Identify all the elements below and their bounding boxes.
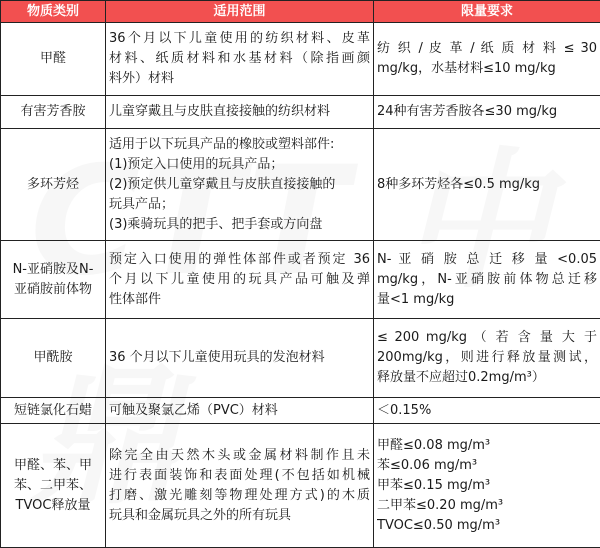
cell-limit [374,319,600,398]
limit-line: 纺 织 / 皮 革 / 纸 质 材 料 ≤ 30 [377,41,597,56]
cell-scope [106,129,374,241]
scope-line: 可触及聚氯乙烯（PVC）材料 [109,402,278,418]
scope-line: 预定入口使用的弹性体部件或者预定 36 [109,251,370,267]
cell-limit [374,129,600,241]
scope-line: (3)乘骑玩具的把手、把手套或方向盘 [109,216,323,232]
cell-substance [1,96,106,129]
scope-line: 除完全由天然木头或金属材料制作且未 [109,447,370,463]
cell-substance [1,129,106,241]
cell-scope [106,96,374,129]
table-row [1,319,600,398]
cell-substance [1,319,106,398]
limit-line: 24种有害芳香胺各≤30 mg/kg [377,104,558,119]
limit-line: 释放量不应超过0.2mg/m³） [377,370,545,385]
table-row [1,23,600,96]
substance-line: TVOC释放量 [15,497,91,513]
cell-scope [106,23,374,96]
scope-line: 料外）材料 [109,71,175,86]
limit-line: 200mg/kg，则进行释放量测试， [377,350,597,365]
scope-line: 36个月以下儿童使用的纺织材料、皮革 [109,31,370,46]
limit-line: ＜0.15% [377,402,432,418]
substance-line: 苯、二甲苯、 [13,477,92,493]
substance-line: 甲醛、苯、甲 [13,457,92,473]
header-substance: 物质类别 [1,1,106,23]
header-scope: 适用范围 [106,1,374,23]
table-row [1,241,600,319]
cell-scope [106,424,374,548]
scope-line: 个月以下儿童使用的玩具产品可触及弹 [109,271,370,287]
scope-line: 玩具产品； [109,196,175,212]
substance-line: 有害芳香胺 [20,104,86,119]
cell-scope [106,398,374,424]
substance-line: 甲醛 [39,51,66,66]
limit-line: TVOC≤0.50 mg/m³ [377,517,501,533]
limit-line: N- 亚 硝 胺 总 迁 移 量 <0.05 [377,251,597,267]
scope-line: 玩具和金属玩具之外的所有玩具 [109,507,292,523]
limit-line: mg/kg，N-亚硝胺前体物总迁移 [377,271,597,287]
table-row [1,129,600,241]
table-row [1,96,600,129]
header-limit: 限量要求 [374,1,600,23]
cell-substance [1,23,106,96]
scope-line: (1)预定入口使用的玩具产品； [109,156,284,172]
limit-line: 苯≤0.06 mg/m³ [377,457,478,473]
scope-line: 打磨、激光雕刻等物理处理方式)的木质 [109,487,370,503]
limit-line: 甲苯≤0.15 mg/m³ [377,477,491,493]
substance-line: 甲酰胺 [33,350,73,365]
limit-line: 甲醛≤0.08 mg/m³ [377,437,491,453]
substance-line: 亚硝胺前体物 [13,281,92,297]
cell-substance [1,424,106,548]
scope-line: 适用于以下玩具产品的橡胶或塑料部件: [109,136,335,152]
substance-line: 短链氯化石蜡 [13,402,92,418]
scope-line: (2)预定供儿童穿戴且与皮肤直接接触的 [109,176,336,192]
cell-limit [374,96,600,129]
cell-limit [374,398,600,424]
scope-line: 儿童穿戴且与皮肤直接接触的纺织材料 [109,104,331,119]
limit-line: mg/kg，水基材料≤10 mg/kg [377,61,556,76]
cell-substance [1,241,106,319]
table-header-row [1,1,600,23]
cell-limit [374,424,600,548]
scope-line: 性体部件 [109,291,162,307]
limit-line: ≤ 200 mg/kg （ 若 含 量 大 于 [377,330,597,345]
scope-line: 进行表面装饰和表面处理(不包括如机械 [109,467,370,483]
cell-limit [374,23,600,96]
cell-scope [106,319,374,398]
scope-line: 36 个月以下儿童使用玩具的发泡材料 [109,350,325,365]
table-body [1,23,600,548]
substance-line: N-亚硝胺及N- [12,261,94,277]
cell-scope [106,241,374,319]
scope-line: 材料、纸质材料和水基材料（除指画颜 [109,51,370,66]
cell-substance [1,398,106,424]
substance-line: 多环芳烃 [26,176,79,192]
limit-line: 8种多环芳烃各≤0.5 mg/kg [377,176,541,192]
cell-limit [374,241,600,319]
limit-line: 量<1 mg/kg [377,291,455,307]
limit-line: 二甲苯≤0.20 mg/m³ [377,497,504,513]
table-row [1,398,600,424]
table-row [1,424,600,548]
